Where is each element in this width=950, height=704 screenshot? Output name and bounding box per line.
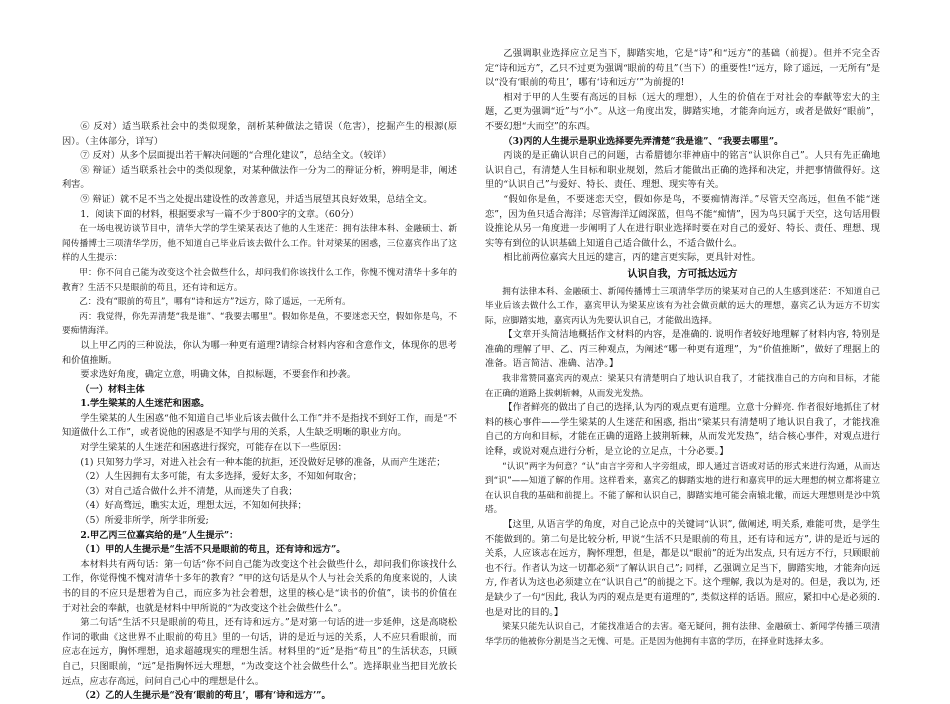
left-paragraph: （2）人生因拥有太多可能，有太多选择，爱好太多，不知如何取舍；	[80, 471, 362, 483]
left-paragraph: 以上甲乙丙的三种说法，你认为哪一种更有道理?请综合材料内容和含意作文，体现你的思考和价值推断。	[62, 339, 457, 366]
left-paragraph: 第二句话“生活不只是眼前的苟且，还有诗和远方。”是对第一句话的进一步延伸，这是高晓松作词的歌曲《这世界不止眼前的苟且》里的一句话，讲的是近与远的关系，人不应只看眼前，而应志在远方，胸怀理想，追求超越现实的理想生活。材料里的“近”是指“苟且”的生活状态，只顾自己，只图眼前，“远”是指胸怀远大理想，“为改变这个社会做些什么”。选择职业当把目光放长远点，应志存高远，问问自己心中的理想是什么。	[62, 617, 457, 687]
right-paragraph: 丙谈的是正确认识自己的问题，古希腊德尔菲神庙中的铭言“认识你自己”。人只有先正确地认识自己，有清楚人生目标和职业规划，然后才能做出正确的选择和决定，并把事情做得好。这里的“认识自己”与爱好、特长、责任、理想、现实等有关。	[485, 150, 880, 191]
right-paragraph: “认识”两字为何意？“认”由言字旁和人字旁组成，即人通过言语或对话的形式来进行沟通，从而达到“识”——知道了解的作用。这样看来，嘉宾乙的脚踏实地的进行和嘉宾甲的远大理想的树立都将建立在认识自我的基础和前提上。不能了解和认识自己，脚踏实地可能会南辕北辙，而远大理想则是沙中筑塔。	[485, 461, 880, 516]
right-paragraph: 认识自我，方可抵达远方	[627, 268, 738, 280]
left-paragraph: （5）所爱非所学，所学非所爱;	[80, 515, 209, 527]
left-paragraph: ⑧ 辩证）适当联系社会中的类似现象，对某种做法作一分为二的辩证分析，辨明是非，阐述利害。	[62, 164, 457, 191]
left-paragraph: 丙：我觉得，你先弄清楚“我是谁”、“我要去哪里”。假如你是鱼，不要迷恋天空，假如你是鸟，不要痴情海洋。	[62, 311, 457, 337]
right-paragraph: “假如你是鱼，不要迷恋天空，假如你是鸟，不要痴情海洋。”尽管天空高远，但鱼不能“迷恋”，因为鱼只适合海洋；尽管海洋辽阔深蓝，但鸟不能“痴情”，因为鸟只属于天空，这句话用假设推论从另一角度进一步阐明了人在进行职业选择时要在对自己的爱好、特长、责任、理想、现实等有到位的认识基础上知道自己适合做什么，不适合做什么。	[485, 193, 880, 249]
left-paragraph: （一）材料主体	[80, 383, 145, 395]
left-paragraph: （1）甲的人生提示是“生活不只是眼前的苟且，还有诗和远方”。	[80, 544, 346, 556]
right-paragraph: （3)丙的人生提示是职业选择要先弄清楚“我是谁”、“我要去哪里”。	[503, 135, 784, 147]
right-paragraph: 拥有法律本科、金融硕士、新闻传播博士三项清华学历的梁某对自己的人生感到迷茫：不知道自己毕业后该去做什么工作，嘉宾甲认为梁某应该有为社会做贡献的远大的理想，嘉宾乙认为远方不切实际，应脚踏实地，嘉宾丙认为先要认识自己，才能做出选择。	[485, 286, 880, 326]
left-paragraph: ⑨ 辩证）就不足不当之处提出建设性的改善意见，并适当展望其良好效果，总结全文。	[80, 193, 433, 205]
left-column	[62, 120, 457, 704]
left-paragraph: （3）对自己适合做什么并不清楚，从而迷失了自我；	[80, 485, 298, 497]
left-paragraph: （2）乙的人生提示是“没有‘眼前的苟且’，哪有‘诗和远方’”。	[80, 690, 331, 702]
right-paragraph: 梁某只能先认识自己，才能找准适合的去害。毫无疑问，拥有法律、金融硕士、新闻学传播三项清华学历的他被你分割是当之无愧、可是。正是因为他拥有丰富的学历，在择业时选择太多。	[485, 622, 880, 647]
left-paragraph: ⑥ 反对）适当联系社会中的类似现象，剖析某种做法之错误（危害），挖掘产生的根源(原因）。（主体部分，详写）	[62, 121, 457, 147]
right-paragraph: 乙强调职业选择应立足当下，脚踏实地，它是“诗”和“远方”的基础（前提）。但并不完全否定“诗和远方”，乙只不过更为强调“眼前的苟且”（当下）的重要性!“远方，除了遥远，一无所有”是以“没有‘眼前的苟且’，哪有‘诗和远方’”为前提的!	[485, 48, 880, 89]
left-paragraph: 2.甲乙丙三位嘉宾给的是“人生提示”：	[80, 529, 239, 541]
right-paragraph: 【作者鲜亮的做出了自己的选择,认为丙的观点更有道理。立意十分鲜亮. 作者很好地抓住了材料的核心事件——学生梁某的人生迷茫和困惑, 指出“梁某只有清楚明了地认识自我了，才能找准自己的方向和目标，才能在正确的道路上披荆斩棘，从而发光发热”，结合核心事件，对观点进行诠释，或说对观点进行分析，是立论的立足点，十分必要。】	[485, 402, 880, 458]
left-paragraph: 要求选好角度，确定立意，明确文体，自拟标题，不要套作和抄袭。	[80, 369, 357, 381]
right-paragraph: 我非常赞同嘉宾丙的观点：梁某只有清楚明白了地认识自我了，才能找准自己的方向和目标，才能在正确的道路上拔刺斩棘，从而发光发热。	[485, 374, 880, 399]
left-paragraph: 本材料共有两句话：第一句话“你不问自己能为改变这个社会做些什么，却问我们你该找什么工作，你觉得愧不愧对清华十多年的教育？”甲的这句话是从个人与社会关系的角度来说的，人读书的目的不应只是想着为自己，而应多为社会着想，这里的核心是“读书的价值”，读书的价值在于对社会的奉献，也就是材料中甲所说的“为改变这个社会做些什么”。	[62, 558, 457, 614]
left-paragraph: 甲：你不问自己能为改变这个社会做些什么，却问我们你该找什么工作，你愧不愧对清华十多年的教育？生活不只是眼前的苟且，还有诗和远方。	[62, 267, 457, 293]
left-paragraph: ⑦ 反对）从多个层面提出若干解决问题的“合理化建议”，总结全文。（较详）	[80, 150, 392, 162]
left-paragraph: 学生梁某的人生困惑“他不知道自己毕业后该去做什么工作”并不是指找不到好工作，而是“不知道做什么工作”，或者说他的困惑是不知学与用的关系，人生缺乏明晰的职业方向。	[62, 412, 457, 439]
right-paragraph: 相对于甲的人生要有高远的目标（远大的理想），人生的价值在于对社会的奉献等宏大的主题，乙更为强调“近”与“小”。从这一角度出发，脚踏实地，才能奔向远方，或者是做好“眼前”，不要幻想“大而空”的东西。	[485, 91, 880, 132]
left-paragraph: 在一场电视访谈节目中，清华大学的学生梁某表达了他的人生迷茫：拥有法律本科、金融硕士、新闻传播博士三项清华学历，他不知道自己毕业后该去做什么工作。针对梁某的困惑，三位嘉宾作出了这样的人生提示：	[62, 224, 457, 264]
left-paragraph: 1.学生梁某的人生迷茫和困惑。	[80, 398, 210, 410]
left-paragraph: 1．阅读下面的材料，根据要求写一篇不少于800字的文章。（60分）	[80, 208, 359, 220]
right-paragraph: 【文章开头简洁地概括作文材料的内容，是准确的. 说明作者较好地理解了材料内容, 特别是准确的理解了甲、乙、丙三种观点，为阐述“哪一种更有道理”，为“价值推断”，做好了理据上的准备。语言简洁、准确、洁净。】	[485, 329, 880, 370]
right-paragraph: 相比前两位嘉宾大且远的建言，丙的建言更实际，更具针对性。	[503, 252, 761, 264]
right-column	[485, 47, 880, 649]
left-paragraph: (1) 只知努力学习，对进入社会有一种本能的抗拒，还没做好足够的准备，从而产生迷茫；	[80, 456, 446, 468]
left-paragraph: 乙：没有“眼前的苟且”，哪有“诗和远方”?远方，除了遥远，一无所有。	[79, 297, 351, 308]
left-paragraph: 对学生梁某的人生迷茫和困惑进行探究，可能存在以下一些原因：	[80, 442, 347, 454]
right-paragraph: 【这里, 从语言学的角度，对自己论点中的关键词“认识”, 做阐述, 明关系, 难能可贵，是学生不能做到的。第二句是比较分析, 甲说“生活不只是眼前的苟且，还有诗和远方”, 讲的是近与远的关系，人应该志在远方，胸怀理想，但是，都是以“眼前”的近为出发点, 只有远方不行，只顾眼前也不行。作者认为这一切都必须“了解认识自己”; 同样，乙强调立足当下，脚踏实地，才能奔向远方, 作者认为这也必须建立在“认识自己”的前提之下。这个理解, 我以为是对的。但是，我以为, 还是缺少了一句“因此, 我认为丙的观点是更有道理的”, 类似这样的话语。照应，紧扣中心是必须的. 也是对比的目的。】	[485, 519, 880, 618]
left-paragraph: （4）好高骛远，瞧实太近，理想太远，不知如何抉择；	[80, 500, 307, 512]
